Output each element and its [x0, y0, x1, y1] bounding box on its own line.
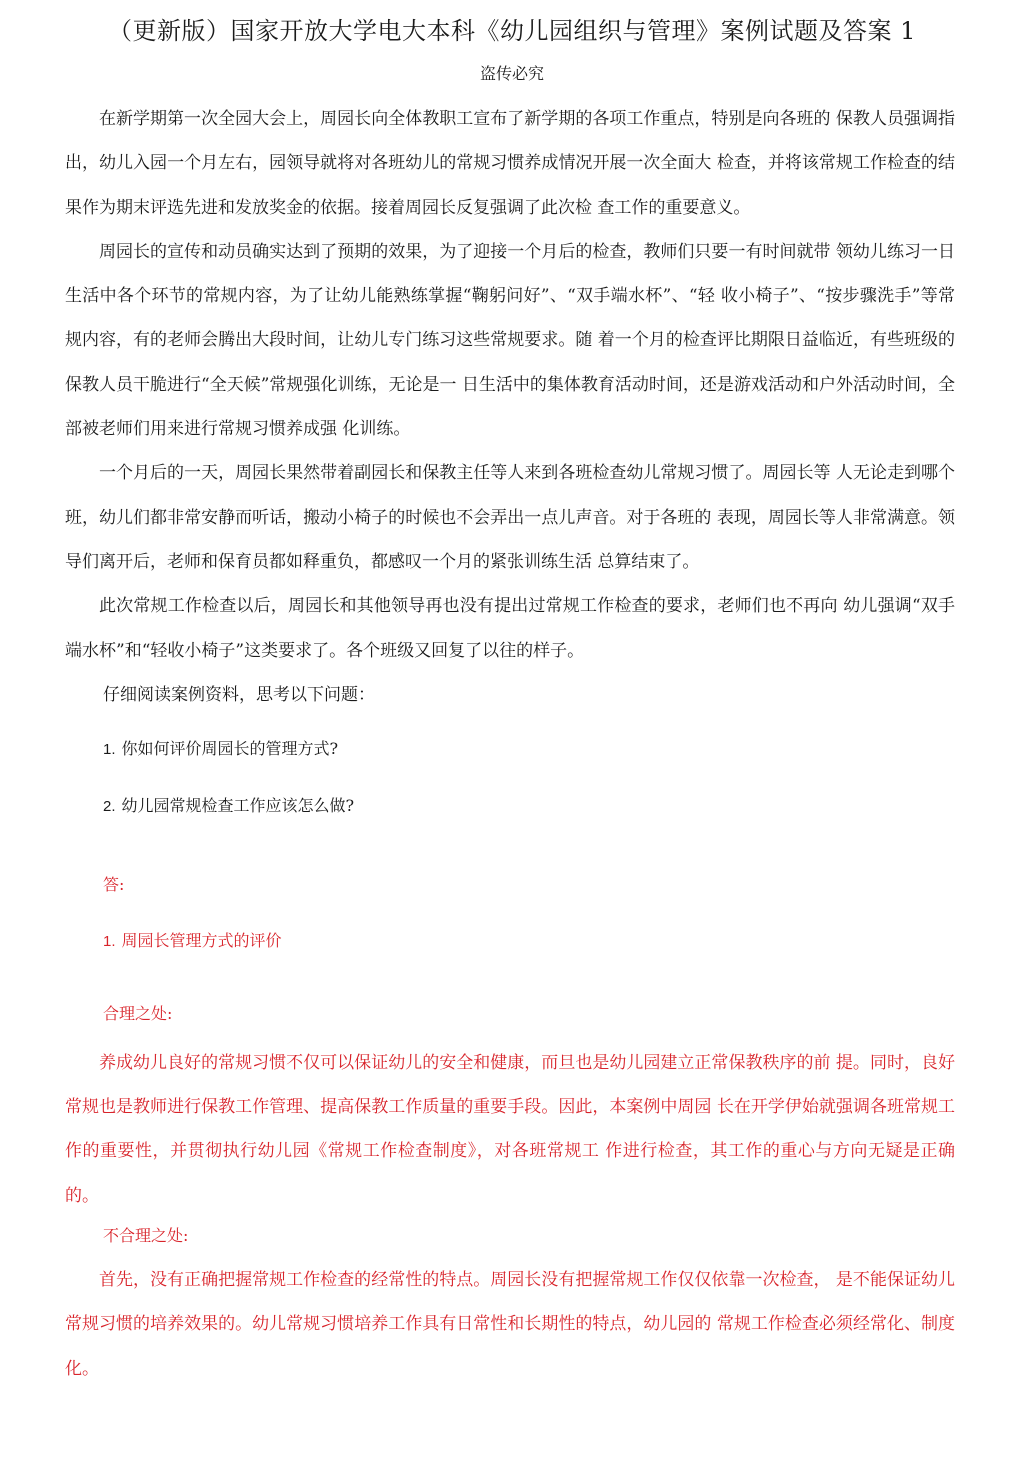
question-number: 2.	[103, 797, 116, 815]
answer-point-text: 周园长管理方式的评价	[121, 930, 282, 950]
case-paragraph: 一个月后的一天，周园长果然带着副园长和保教主任等人来到各班检查幼儿常规习惯了。周园长等 人无论走到哪个班，幼儿们都非常安静而听话，搬动小椅子的时候也不会弄出一点儿声音。对于各班的 表现，周园长等人非常满意。领导们离开后，老师和保育员都如释重负，都感叹一个月的紧张训练生活 总算结束了。	[65, 463, 955, 572]
question-prompt: 仔细阅读案例资料，思考以下问题：	[103, 684, 375, 705]
answer-point-heading	[65, 927, 955, 956]
case-paragraph: 在新学期第一次全园大会上，周园长向全体教职工宣布了新学期的各项工作重点，特别是向各班的 保教人员强调指出，幼儿入园一个月左右，园领导就将对各班幼儿的常规习惯养成情况开展一次全面大 检查，并将该常规工作检查的结果作为期末评选先进和发放奖金的依据。接着周园长反复强调了此次检 查工作的重要意义。	[65, 109, 955, 218]
answer-point-number: 1.	[103, 932, 116, 950]
document-body	[65, 97, 955, 1391]
case-paragraph: 此次常规工作检查以后，周园长和其他领导再也没有提出过常规工作检查的要求，老师们也不再向 幼儿强调“双手端水杯”和“轻收小椅子”这类要求了。各个班级又回复了以往的样子。	[65, 596, 955, 661]
question-item	[65, 792, 955, 821]
answer-label: 答:	[103, 874, 125, 894]
question-item	[65, 735, 955, 764]
question-text: 你如何评价周园长的管理方式?	[121, 738, 339, 758]
page-subtitle: 盗传必究	[479, 64, 544, 83]
reasonable-label: 合理之处:	[103, 1003, 173, 1023]
unreasonable-paragraph: 首先，没有正确把握常规工作检查的经常性的特点。周园长没有把握常规工作仅仅依靠一次检查， 是不能保证幼儿常规习惯的培养效果的。幼儿常规习惯培养工作具有日常性和长期性的特点，幼儿园的 常规工作检查必须经常化、制度化。	[65, 1270, 955, 1379]
case-paragraph: 周园长的宣传和动员确实达到了预期的效果，为了迎接一个月后的检查，教师们只要一有时间就带 领幼儿练习一日生活中各个环节的常规内容，为了让幼儿能熟练掌握“鞠躬问好”、“双手端水杯”、“轻 收小椅子”、“按步骤洗手”等常规内容，有的老师会腾出大段时间，让幼儿专门练习这些常规要求。随 着一个月的检查评比期限日益临近，有些班级的保教人员干脆进行“全天候”常规强化训练，无论是一 日生活中的集体教育活动时间，还是游戏活动和户外活动时间，全部被老师们用来进行常规习惯养成强 化训练。	[65, 241, 955, 440]
reasonable-paragraph: 养成幼儿良好的常规习惯不仅可以保证幼儿的安全和健康，而旦也是幼儿园建立正常保教秩序的前 提。同时，良好常规也是教师进行保教工作管理、提高保教工作质量的重要手段。因此，本案例中周园 长在开学伊始就强调各班常规工作的重要性，并贯彻执行幼儿园《常规工作检查制度》，对各班常规工 作进行检查，其工作的重心与方向无疑是正确的。	[65, 1052, 955, 1206]
question-text: 幼儿园常规检查工作应该怎么做?	[121, 795, 355, 815]
unreasonable-label: 不合理之处:	[103, 1226, 189, 1246]
page-title: （更新版）国家开放大学电大本科《幼儿园组织与管理》案例试题及答案 1	[108, 17, 916, 45]
question-number: 1.	[103, 740, 116, 758]
